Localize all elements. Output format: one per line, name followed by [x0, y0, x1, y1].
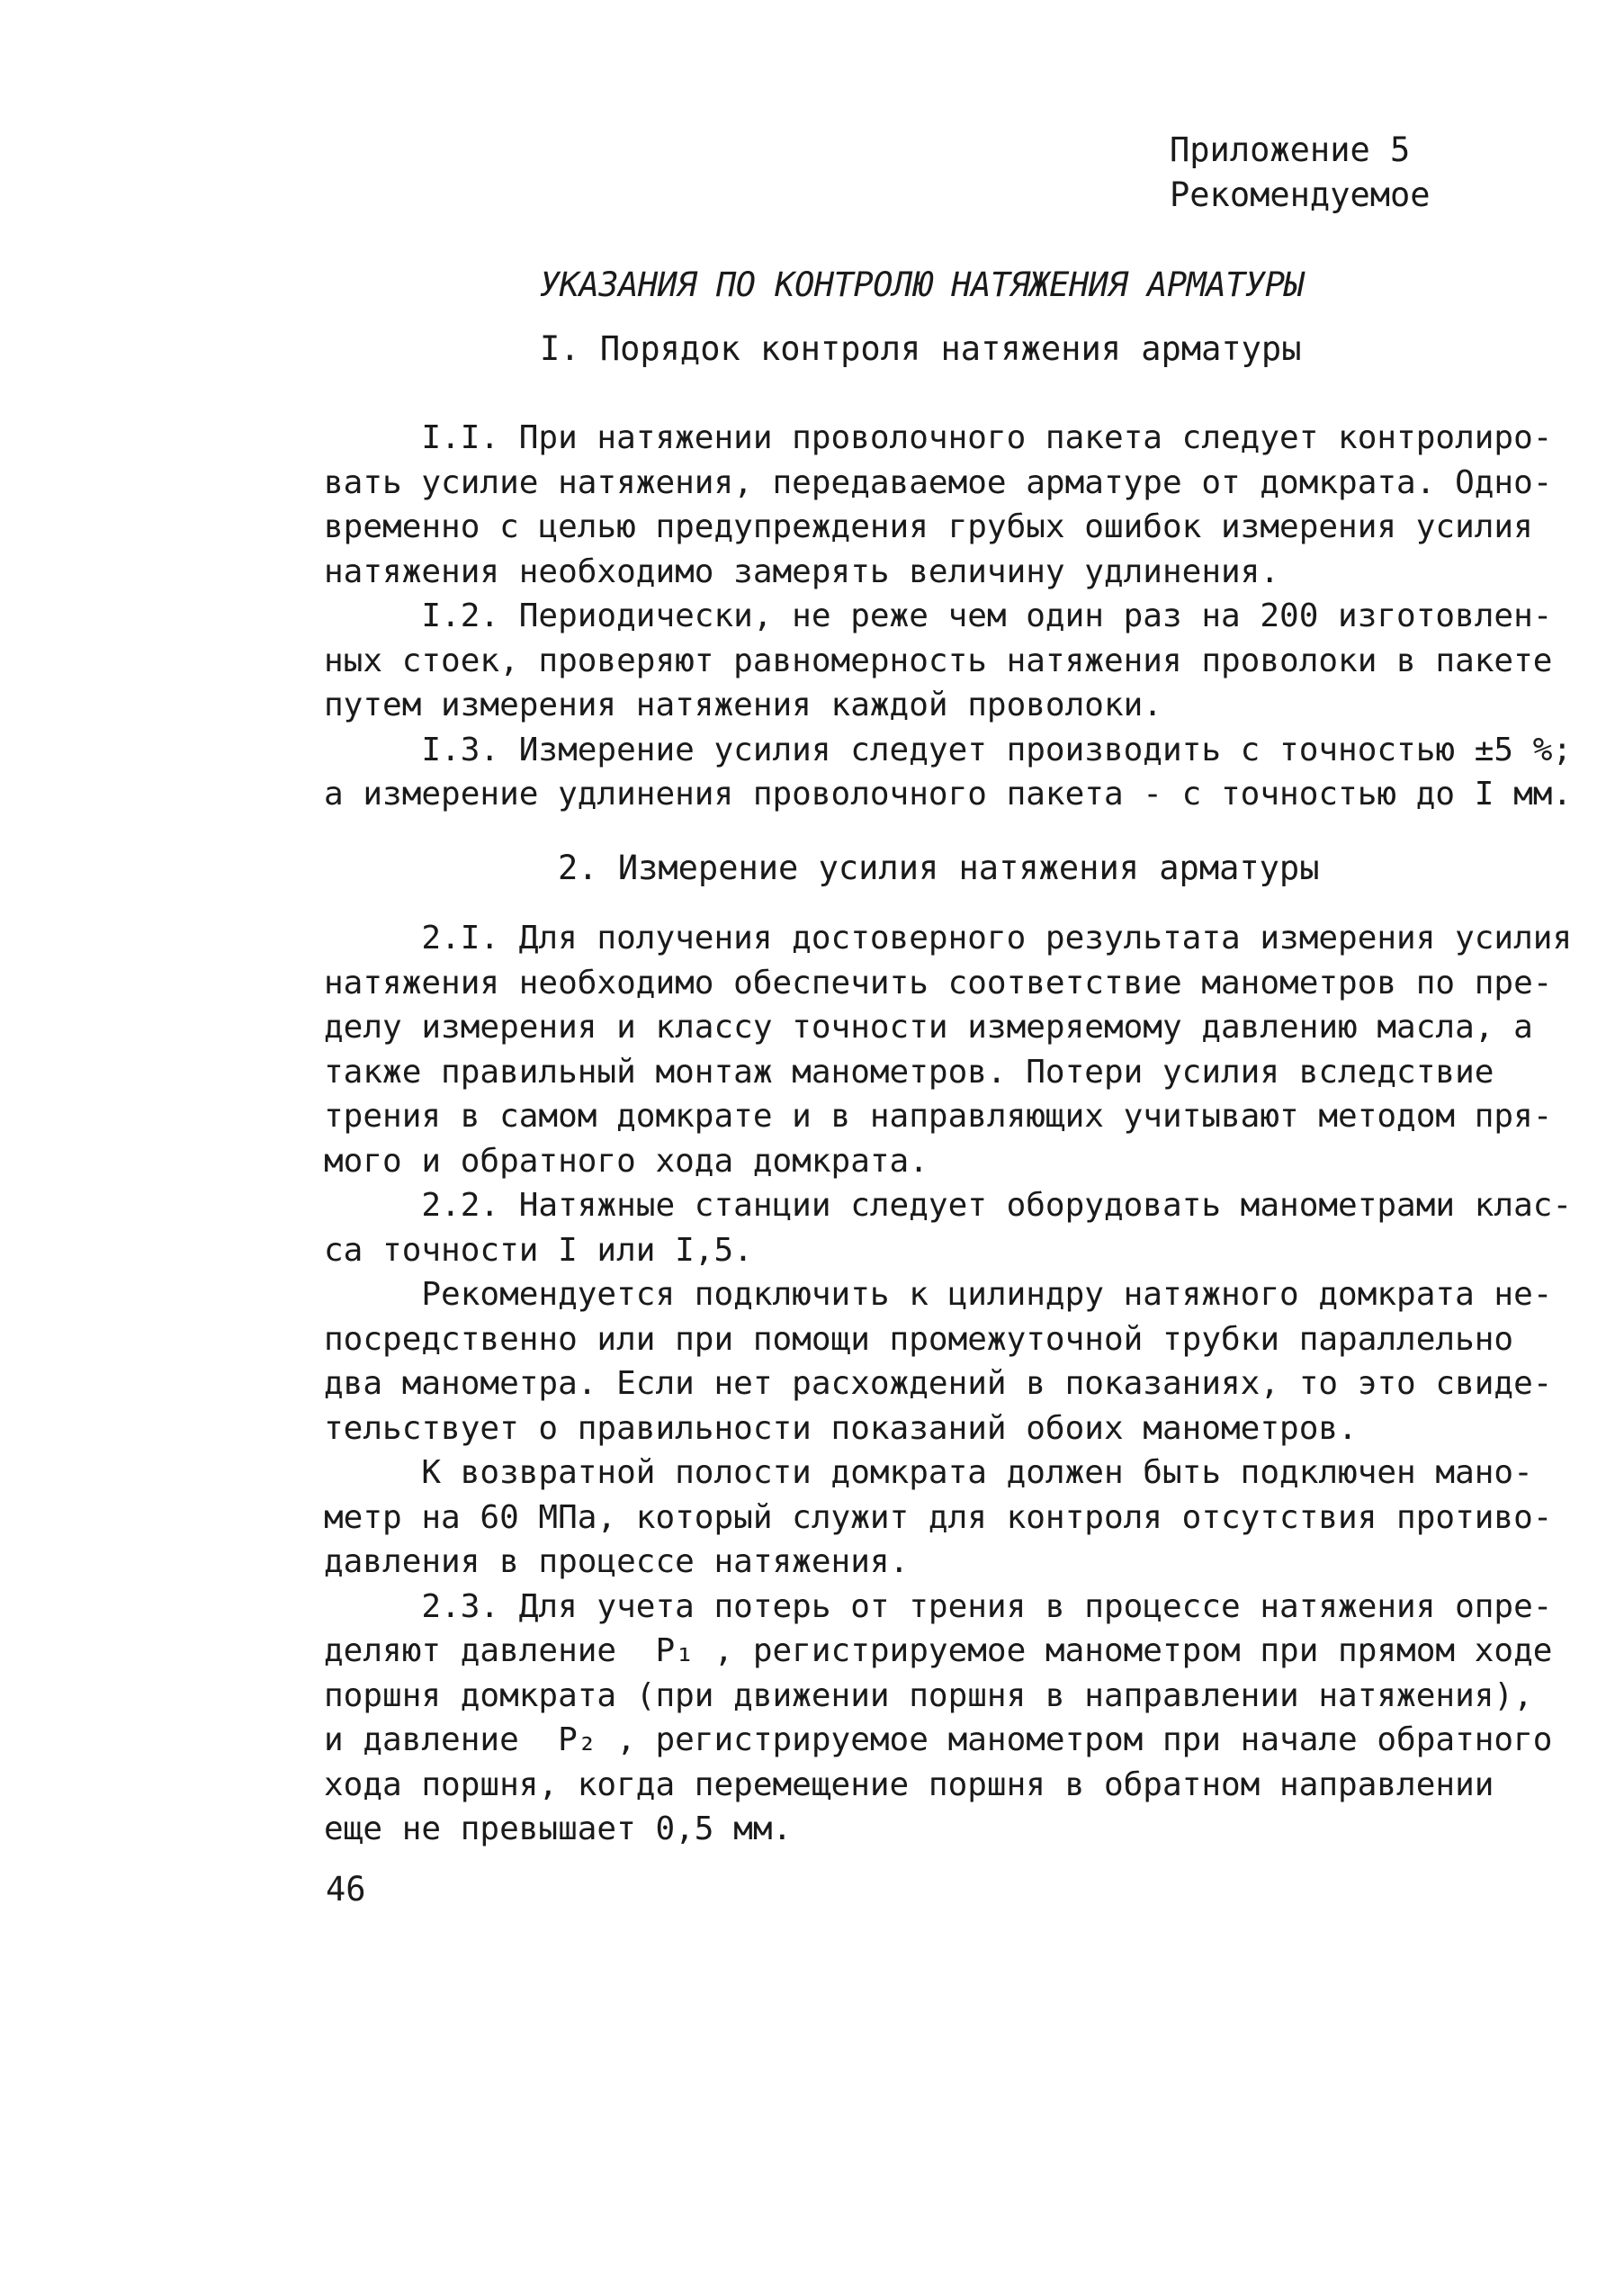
annex-status: Рекомендуемое	[1170, 175, 1431, 214]
text-line: вать усилие натяжения, передаваемое арматуре от домкрата. Одно-	[324, 463, 1553, 501]
text-line: 2.3. Для учета потерь от трения в процессе натяжения опре-	[324, 1587, 1553, 1625]
annex-label	[1170, 128, 1431, 218]
document-title: УКАЗАНИЯ ПО КОНТРОЛЮ НАТЯЖЕНИЯ АРМАТУРЫ	[540, 265, 1305, 304]
text-line: I.3. Измерение усилия следует производить с точностью ±5 %;	[324, 731, 1573, 768]
text-line: ных стоек, проверяют равномерность натяжения проволоки в пакете	[324, 642, 1553, 679]
text-line: еще не превышает 0,5 мм.	[324, 1810, 793, 1847]
text-line: трения в самом домкрате и в направляющих учитывают методом пря-	[324, 1098, 1553, 1135]
text-line: 2.I. Для получения достоверного результата измерения усилия	[324, 920, 1573, 957]
text-line: давления в процессе натяжения.	[324, 1543, 910, 1580]
section-2-body	[324, 916, 1572, 1852]
text-line: и давление P₂ , регистрируемое манометром при начале обратного	[324, 1721, 1553, 1758]
text-line: временно с целью предупреждения грубых ошибок измерения усилия	[324, 508, 1533, 545]
text-line: I.I. При натяжении проволочного пакета следует контролиро-	[324, 419, 1553, 456]
text-line: путем измерения натяжения каждой проволоки.	[324, 687, 1162, 723]
page-number: 46	[326, 1870, 366, 1909]
text-line: а измерение удлинения проволочного пакета - с точностью до I мм.	[324, 776, 1573, 813]
text-line: I.2. Периодически, не реже чем один раз на 200 изготовлен-	[324, 597, 1553, 634]
text-line: 2.2. Натяжные станции следует оборудовать манометрами клас-	[324, 1187, 1573, 1224]
text-line: натяжения необходимо обеспечить соответствие манометров по пре-	[324, 964, 1553, 1002]
text-line: деляют давление P₁ , регистрируемое манометром при прямом ходе	[324, 1632, 1553, 1669]
text-line: Рекомендуется подключить к цилиндру натяжного домкрата не-	[324, 1276, 1553, 1313]
text-line: также правильный монтаж манометров. Потери усилия вследствие	[324, 1053, 1494, 1091]
text-line: метр на 60 МПа, который служит для контроля отсутствия противо-	[324, 1498, 1553, 1536]
text-line: поршня домкрата (при движении поршня в направлении натяжения),	[324, 1676, 1533, 1714]
annex-number: Приложение 5	[1170, 130, 1411, 169]
text-line: К возвратной полости домкрата должен быть подключен мано-	[324, 1454, 1533, 1491]
text-line: тельствует о правильности показаний обоих манометров.	[324, 1409, 1358, 1447]
text-line: хода поршня, когда перемещение поршня в обратном направлении	[324, 1765, 1494, 1803]
section-2-heading: 2. Измерение усилия натяжения арматуры	[558, 849, 1320, 887]
text-line: мого и обратного хода домкрата.	[324, 1142, 929, 1180]
text-line: са точности I или I,5.	[324, 1231, 753, 1269]
section-1-heading: I. Порядок контроля натяжения арматуры	[540, 329, 1302, 368]
text-line: посредственно или при помощи промежуточной трубки параллельно	[324, 1320, 1514, 1358]
text-line: натяжения необходимо замерять величину удлинения.	[324, 553, 1280, 590]
section-1-body	[324, 416, 1572, 817]
text-line: два манометра. Если нет расхождений в показаниях, то это свиде-	[324, 1365, 1553, 1402]
text-line: делу измерения и классу точности измеряемому давлению масла, а	[324, 1009, 1533, 1046]
